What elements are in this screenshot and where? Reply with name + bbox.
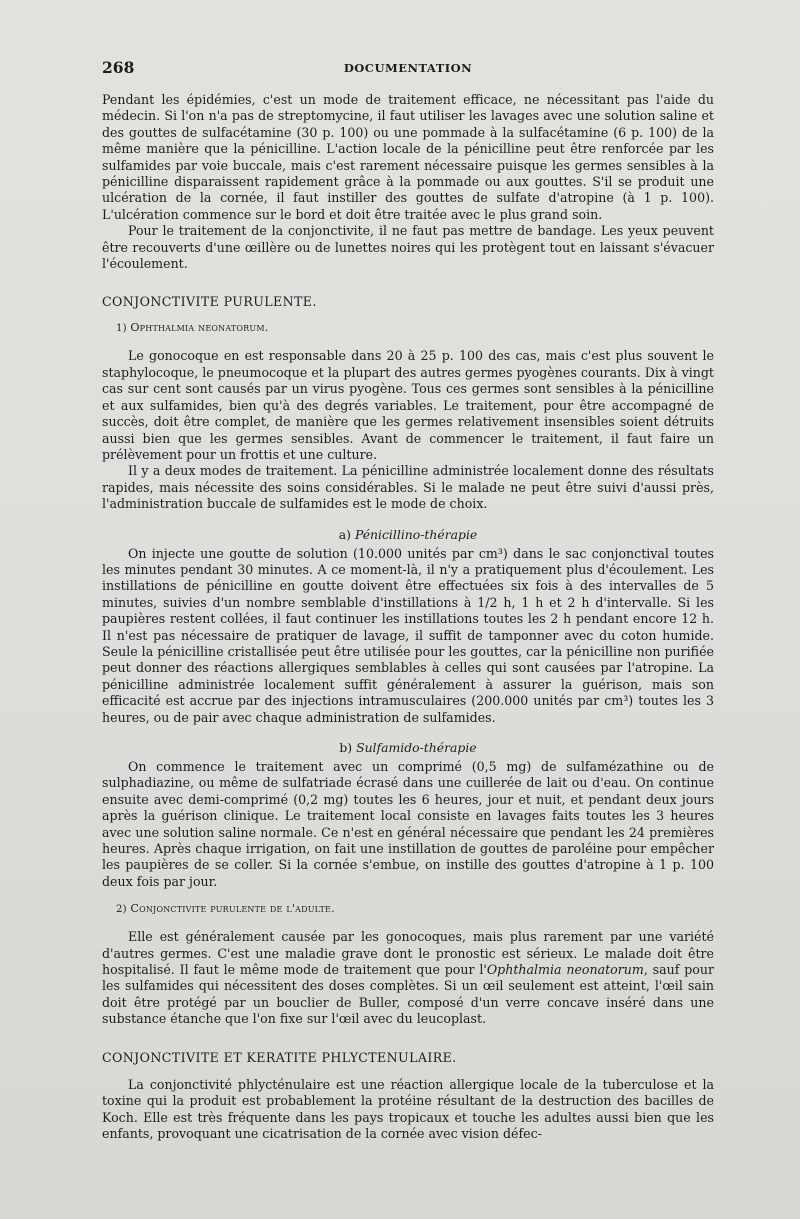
body-paragraph: On injecte une goutte de solution (10.000 unités par cm³) dans le sac conjonctival toutes les minutes pendant 30 minutes. A ce moment-là, il n'y a pratiquement plus d'écoulement. Les instillations de pénicilline en goutte doivent être effectuées six fois à des intervalles de 5 minutes, suivies d'un nombre semblable d'instillations à 1/2 h, 1 h et 2 h d'intervalle. Si les paupières restent collées, il faut continuer les instillations toutes les 2 h pendant encore 12 h. Il n'est pas nécessaire de pratiquer de lavage, il suffit de tamponner avec du coton humide. Seule la pénicilline cristallisée peut être utilisée pour les gouttes, car la pénicilline non purifiée peut donner des réactions allergiques semblables à celles qui sont causées par l'atropine. La pénicilline administrée localement suffit généralement à assurer la guérison, mais son efficacité est accrue par des injections intramusculaires (200.000 unités par cm³) toutes les 3 heures, ou de pair avec chaque administration de sulfamides. [102,545,714,725]
subsection-heading-2 [116,902,714,915]
subheading-a [102,527,714,542]
subheading-title: Sulfamido-thérapie [356,740,477,755]
page-header [102,58,714,80]
subheading-label: a) [338,526,351,542]
body-paragraph [102,929,714,1027]
subheading-b [102,740,714,755]
italic-term: Ophthalmia neonatorum [486,962,644,978]
section-heading-keratite: CONJONCTIVITE ET KERATITE PHLYCTENULAIRE. [102,1049,457,1065]
page-number: 268 [102,58,135,77]
text-run: Elle est généralement causée par les gonocoques, mais plus rarement par une variété d'autres germes. C'est une maladie grave dont le pronostic est sérieux. Le malade doit être hospitalisé. Il faut le même mode de traitement que pour l' [102,929,714,978]
section-heading-conjonctivite-purulente: CONJONCTIVITE PURULENTE. [102,294,317,310]
intro-paragraph-1: Pendant les épidémies, c'est un mode de traitement efficace, ne nécessitant pas l'aide du médecin. Si l'on n'a pas de streptomycine, il faut utiliser les lavages avec une solution saline et des gouttes de sulfacétamine (30 p. 100) ou une pommade à la sulfacétamine (6 p. 100) de la même manière que la pénicilline. L'action locale de la pénicilline peut être renforcée par les sulfamides par voie buccale, mais c'est rarement nécessaire puisque les germes sensibles à la pénicilline disparaissent rapidement grâce à la pommade ou aux gouttes. S'il se produit une ulcération de la cornée, il faut instiller des gouttes de sulfate d'atropine (à 1 p. 100). L'ulcération commence sur le bord et doit être traitée avec le plus grand soin. [102,92,714,222]
subsection-heading-1 [116,321,714,334]
intro-paragraph-2: Pour le traitement de la conjonctivite, il ne faut pas mettre de bandage. Les yeux peuvent être recouverts d'une œillère ou de lunettes noires qui les protègent tout en laissant s'évacuer l'écoulement. [102,223,714,272]
body-paragraph: Il y a deux modes de traitement. La pénicilline administrée localement donne des résultats rapides, mais nécessite des soins considérables. Si le malade ne peut être suivi d'aussi près, l'administration buccale de sulfamides est le mode de choix. [102,463,714,512]
subsection-number: 1) [116,323,127,335]
text-run: , sauf pour les sulfamides qui nécessitent des doses complètes. Si un œil seulement est atteint, l'œil sain doit être protégé par un bouclier de Buller, composé d'un verre concave inséré dans une substance étanche que l'on fixe sur l'œil avec du leucoplast. [102,962,715,1027]
body-paragraph: Le gonocoque en est responsable dans 20 à 25 p. 100 des cas, mais c'est plus souvent le staphylocoque, le pneumocoque et la plupart des autres germes pyogènes courants. Dix à vingt cas sur cent sont causés par un virus pyogène. Tous ces germes sont sensibles à la pénicilline et aux sulfamides, bien qu'à des degrés variables. Le traitement, pour être accompagné de succès, doit être complet, de manière que les germes relativement insensibles soient détruits aussi bien que les germes sensibles. Avant de commencer le traitement, il faut faire un prélèvement pour un frottis et une culture. [102,348,714,462]
body-paragraph: La conjonctivité phlycténulaire est une réaction allergique locale de la tuberculose et la toxine qui la produit est probablement la protéine résultant de la destruction des bacilles de Koch. Elle est très fréquente dans les pays tropicaux et touche les adultes aussi bien que les enfants, provoquant une cicatrisation de la cornée avec vision défec- [102,1076,714,1141]
subheading-label: b) [339,740,353,755]
subsection-number: 2) [116,904,127,916]
subsection-title: Conjonctivite purulente de l'adulte. [130,902,335,916]
running-title: DOCUMENTATION [343,61,473,75]
body-paragraph: On commence le traitement avec un comprimé (0,5 mg) de sulfamézathine ou de sulphadiazine, ou même de sulfatriade écrasé dans une cuillerée de lait ou d'eau. On continue ensuite avec demi-comprimé (0,2 mg) toutes les 6 heures, jour et nuit, et pendant deux jours après la guérison clinique. Le traitement local consiste en lavages faits toutes les 3 heures avec une solution saline normale. Ce n'est en général nécessaire que pendant les 24 premières heures. Après chaque irrigation, on fait une instillation de gouttes de paroléine pour empêcher les paupières de se coller. Si la cornée s'embue, on instille des gouttes d'atropine à 1 p. 100 deux fois par jour. [102,759,714,889]
subsection-title: Ophthalmia neonatorum. [130,321,269,335]
subheading-title: Pénicillino-thérapie [354,526,478,542]
